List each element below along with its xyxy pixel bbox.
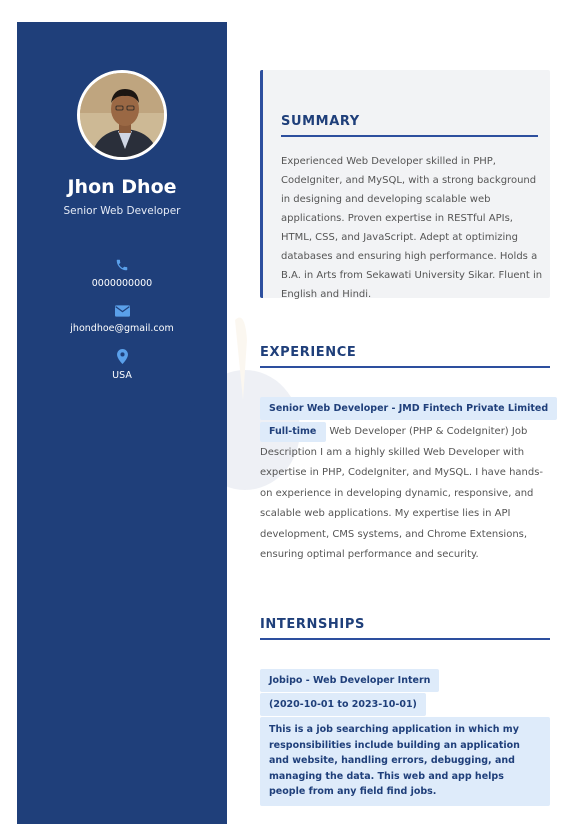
experience-divider	[260, 366, 550, 368]
summary-heading: SUMMARY	[281, 114, 360, 129]
avatar	[77, 70, 167, 160]
summary-text: Experienced Web Developer skilled in PHP, CodeIgniter, and MySQL, with a strong background in designing and developing scalable web applications. Proven expertise in RESTful APIs, HTML, CSS, and JavaScript. Adept at optimizing databases and ensuring high performance. Holds a B.A. in Arts from Sekawati University Sikar. Fluent in English and Hindi.	[281, 156, 543, 300]
map-pin-icon	[117, 349, 128, 364]
internships-heading: INTERNSHIPS	[260, 617, 365, 632]
experience-heading: EXPERIENCE	[260, 345, 357, 360]
phone-text: 0000000000	[91, 278, 153, 289]
profile-photo	[80, 73, 167, 160]
profile-title: Senior Web Developer	[63, 205, 181, 217]
contact-phone	[17, 258, 227, 289]
summary-divider	[281, 135, 538, 137]
internship-dates: (2020-10-01 to 2023-10-01)	[260, 693, 426, 716]
employment-type-badge: Full-time	[260, 422, 326, 442]
envelope-icon	[115, 305, 130, 317]
experience-position: Senior Web Developer - JMD Fintech Private Limited	[260, 397, 557, 420]
experience-body	[260, 422, 550, 566]
experience-description: Web Developer (PHP & CodeIgniter) Job Description I am a highly skilled Web Developer with expertise in PHP, CodeIgniter, and MySQL. I have hands-on experience in developing dynamic, responsive, and scalable web applications. My expertise lies in API development, CMS systems, and Chrome Extensions, ensuring optimal performance and security.	[260, 426, 544, 560]
internships-divider	[260, 638, 550, 640]
profile-name: Jhon Dhoe	[67, 176, 177, 198]
email-text: jhondhoe@gmail.com	[70, 323, 174, 334]
location-text: USA	[112, 370, 132, 381]
internship-description: This is a job searching application in which my responsibilities include building an application and website, handling errors, debugging, and managing the data. This web and app helps people from any field find jobs.	[260, 717, 550, 806]
summary-section	[260, 70, 550, 298]
phone-icon	[115, 258, 129, 272]
internship-position: Jobipo - Web Developer Intern	[260, 669, 439, 692]
